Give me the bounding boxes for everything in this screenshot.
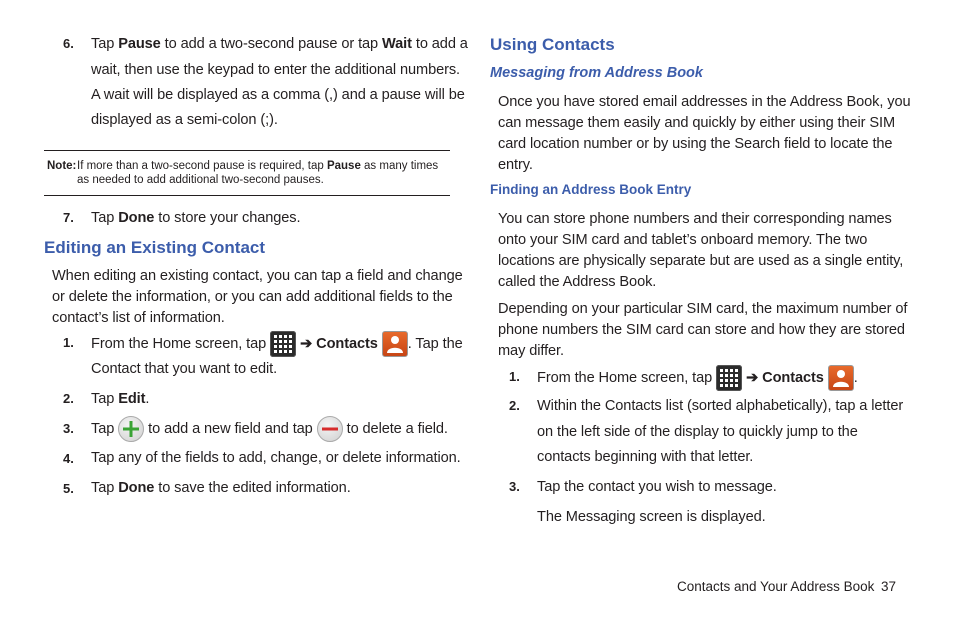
edit-step-4-text: Tap any of the fields to add, change, or delete information. <box>91 450 461 466</box>
find-step-2-line-1: Within the Contacts list (sorted alphabetically), tap a letter <box>537 398 904 414</box>
step-number: 4. <box>63 451 74 466</box>
contacts-icon <box>828 365 854 391</box>
delete-field-icon <box>317 416 343 442</box>
step-number: 2. <box>63 391 74 406</box>
step-6-line-2: wait, then use the keypad to enter the additional numbers. <box>91 62 461 78</box>
step-6-line-4: displayed as a semi-colon (;). <box>91 112 278 128</box>
edit-step-1-line-2: Contact that you want to edit. <box>91 361 278 377</box>
para1-line-2: can message them easily and quickly by either using their SIM <box>498 115 896 131</box>
step-7-text: Tap Done to store your changes. <box>91 210 301 226</box>
footer-section-title: Contacts and Your Address Book <box>677 579 875 594</box>
intro-line-2: or delete the information, or you can add additional fields to the <box>52 289 453 305</box>
para3-line-2: phone numbers the SIM card can store and how they are stored <box>498 322 905 338</box>
subsubheading-finding: Finding an Address Book Entry <box>490 182 692 197</box>
step-number: 3. <box>63 421 74 436</box>
add-field-icon <box>118 416 144 442</box>
note-top-rule <box>44 150 450 151</box>
apps-grid-icon <box>270 331 296 357</box>
step-number: 3. <box>509 479 520 494</box>
para2-line-1: You can store phone numbers and their corresponding names <box>498 211 892 227</box>
para1-line-4: entry. <box>498 157 533 173</box>
para2-line-3: locations are physically separate but are used as a single entity, <box>498 253 904 269</box>
para2-line-2: onto your SIM card and tablet’s onboard memory. The two <box>498 232 868 248</box>
result-text: The Messaging screen is displayed. <box>537 509 766 525</box>
note-text: If more than a two-second pause is required, tap Pause as many times as needed to add additional two-second pauses. <box>77 160 439 186</box>
find-step-2-line-3: contacts beginning with that letter. <box>537 449 754 465</box>
page-number: 37 <box>881 579 897 594</box>
edit-step-5-text: Tap Done to save the edited information. <box>91 480 351 496</box>
step-number: 1. <box>509 369 520 384</box>
intro-line-3: contact’s list of information. <box>52 310 225 326</box>
note-label: Note: <box>47 160 77 172</box>
edit-step-1-line-1: From the Home screen, tap ➔ Contacts . Tap the <box>91 331 463 357</box>
arrow-glyph: ➔ <box>300 335 313 352</box>
contacts-icon <box>382 331 408 357</box>
para1-line-1: Once you have stored email addresses in the Address Book, you <box>498 94 911 110</box>
step-number: 2. <box>509 398 520 413</box>
subheading-messaging: Messaging from Address Book <box>490 65 703 81</box>
find-step-3-text: Tap the contact you wish to message. <box>537 479 777 495</box>
para2-line-4: called the Address Book. <box>498 274 657 290</box>
step-6-line-3: A wait will be displayed as a comma (,) and a pause will be <box>91 87 465 103</box>
arrow-glyph: ➔ <box>746 369 759 386</box>
edit-step-3-text: Tap to add a new field and tap to delete a field. <box>91 416 448 442</box>
step-6-line-1: Tap Pause to add a two-second pause or tap Wait to add a <box>91 36 468 52</box>
step-number: 7. <box>63 210 74 225</box>
find-step-2-line-2: on the left side of the display to quickly jump to the <box>537 424 858 440</box>
step-number: 1. <box>63 335 74 350</box>
para1-line-3: card location number or by using the Search field to locate the <box>498 136 893 152</box>
find-step-1-text: From the Home screen, tap ➔ Contacts . <box>537 365 858 391</box>
section-heading-editing: Editing an Existing Contact <box>44 238 266 257</box>
step-number: 5. <box>63 481 74 496</box>
para3-line-1: Depending on your particular SIM card, the maximum number of <box>498 301 908 317</box>
intro-line-1: When editing an existing contact, you can tap a field and change <box>52 268 463 284</box>
para3-line-3: may differ. <box>498 343 564 359</box>
apps-grid-icon <box>716 365 742 391</box>
section-heading-using-contacts: Using Contacts <box>490 35 615 54</box>
step-number: 6. <box>63 36 74 51</box>
note-bottom-rule <box>44 195 450 196</box>
edit-step-2-text: Tap Edit. <box>91 391 150 407</box>
